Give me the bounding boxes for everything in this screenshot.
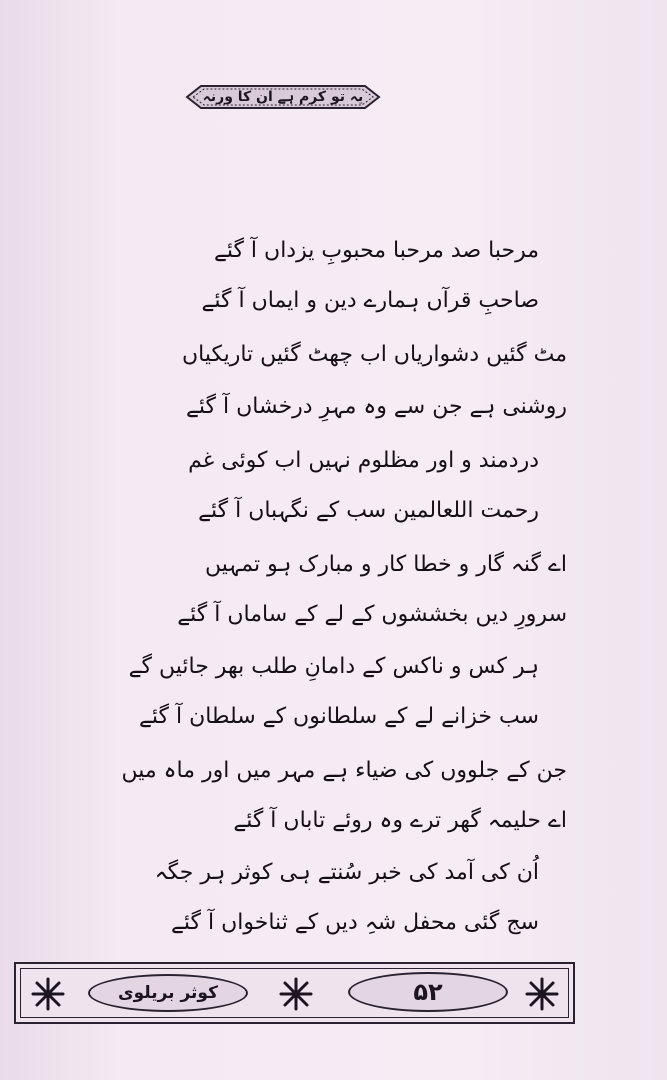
flower-ornament-icon: [30, 976, 66, 1012]
verse-line: سب خزانے لے کے سلطانوں کے سلطان آ گئے: [138, 704, 539, 729]
chapter-title: یہ تو کرم ہے ان کا ورنہ: [202, 89, 364, 105]
verse-line: ہر کس و ناکس کے دامانِ طلب بھر جائیں گے: [128, 654, 539, 679]
verse-line: روشنی ہے جن سے وہ مہرِ درخشاں آ گئے: [185, 394, 567, 419]
verse-line: اے حلیمہ گھر ترے وہ روئے تاباں آ گئے: [233, 808, 567, 833]
verse-line: مرحبا صد مرحبا محبوبِ یزداں آ گئے: [213, 238, 539, 263]
verse-line: اے گنہ گار و خطا کار و مبارک ہو تمہیں: [205, 552, 567, 577]
flower-ornament-icon: [524, 976, 560, 1012]
verse-line: اُن کی آمد کی خبر سُنتے ہی کوثر ہر جگہ: [154, 860, 539, 885]
verse-line: صاحبِ قرآں ہمارے دین و ایماں آ گئے: [201, 288, 539, 313]
author-oval: [88, 974, 248, 1012]
page-footer: [14, 962, 575, 1024]
verse-line: دردمند و اور مظلوم نہیں اب کوئی غم: [188, 448, 539, 473]
flower-ornament-icon: [278, 976, 314, 1012]
page-number: ۵۲: [413, 978, 443, 1006]
verse-line: سج گئی محفل شہِ دیں کے ثناخواں آ گئے: [171, 910, 539, 935]
verse-line: مٹ گئیں دشواریاں اب چھٹ گئیں تاریکیاں: [181, 342, 567, 367]
verse-line: رحمت اللعالمین سب کے نگہباں آ گئے: [198, 498, 539, 523]
author-name: کوثر بریلوی: [118, 983, 218, 1003]
verse-line: جن کے جلووں کی ضیاء ہے مہر میں اور ماہ میں: [121, 758, 567, 783]
verse-line: سرورِ دیں بخششوں کے لے کے ساماں آ گئے: [177, 602, 567, 627]
page-number-oval: [348, 972, 508, 1012]
